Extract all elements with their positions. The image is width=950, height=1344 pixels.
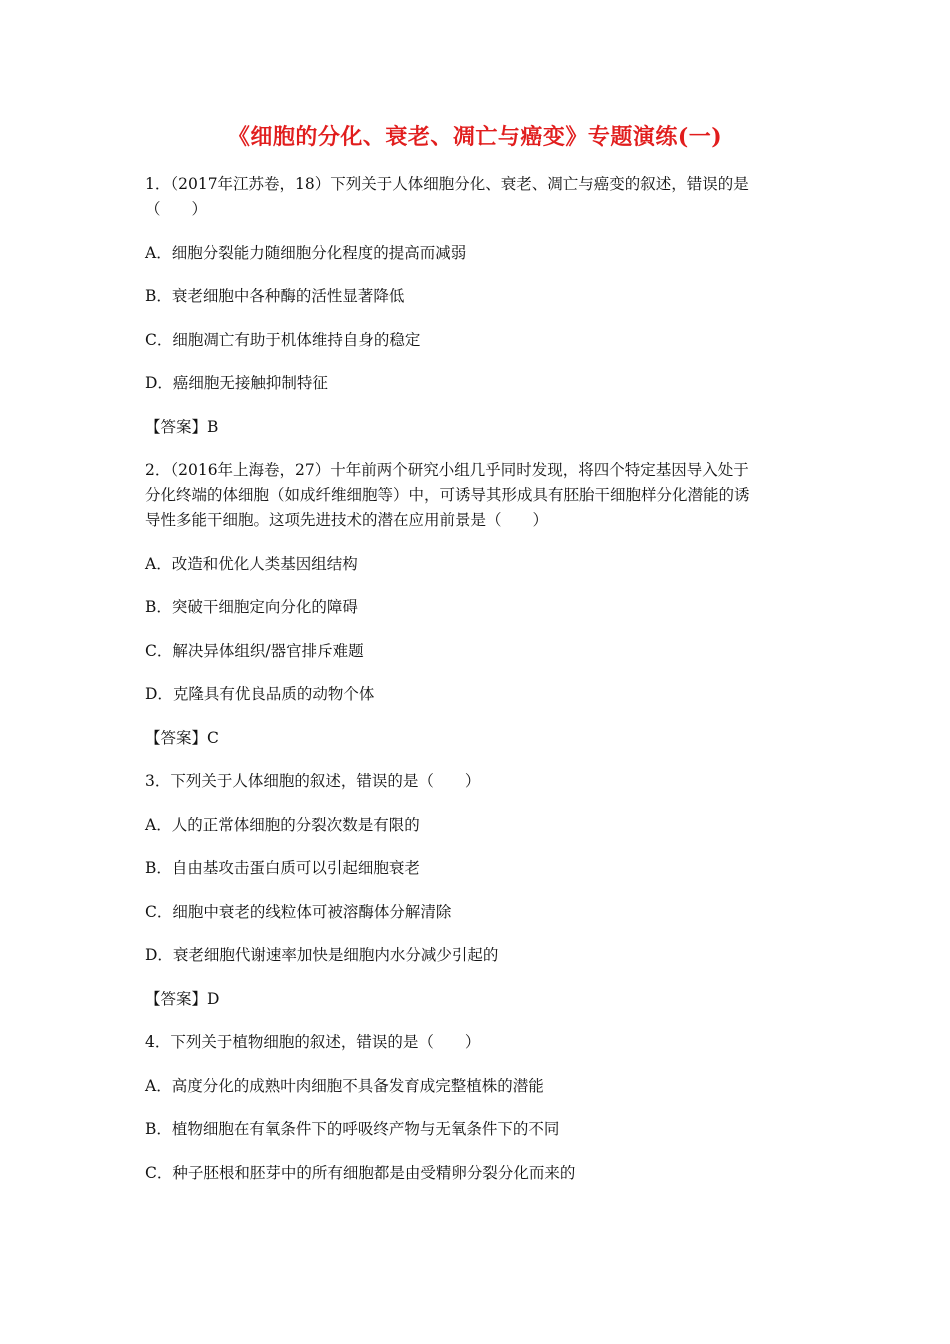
question-4 [145,1030,810,1186]
question-1-option-d: D．癌细胞无接触抑制特征 [145,374,328,392]
question-2-option-a: A．改造和优化人类基因组结构 [145,554,358,573]
question-4-stem-line-1: 4．下列关于植物细胞的叙述，错误的是（ ） [145,1033,481,1051]
question-4-option-a: A．高度分化的成熟叶肉细胞不具备发育成完整植株的潜能 [145,1076,544,1095]
question-3 [145,769,810,1030]
question-2-stem-line-2: 分化终端的体细胞（如成纤维细胞等）中，可诱导其形成具有胚胎干细胞样分化潜能的诱 [145,486,750,504]
question-1-option-a: A．细胞分裂能力随细胞分化程度的提高而减弱 [145,243,467,262]
question-1-option-b: B．衰老细胞中各种酶的活性显著降低 [145,287,405,305]
question-2-stem-line-1: 2．（2016年上海卷，27）十年前两个研究小组几乎同时发现，将四个特定基因导入处于 [145,461,749,479]
question-2-option-d: D．克隆具有优良品质的动物个体 [145,685,375,703]
question-2-option-b: B．突破干细胞定向分化的障碍 [145,598,358,616]
question-4-option-b: B．植物细胞在有氧条件下的呼吸终产物与无氧条件下的不同 [145,1120,560,1138]
question-3-option-b: B．自由基攻击蛋白质可以引起细胞衰老 [145,859,420,877]
question-2-stem-line-3: 导性多能干细胞。这项先进技术的潜在应用前景是（ ） [145,511,549,529]
document-body [145,172,810,1186]
question-1-stem-line-1: 1．（2017年江苏卷，18）下列关于人体细胞分化、衰老、凋亡与癌变的叙述，错误的是 [145,175,749,193]
question-2-option-c: C．解决异体组织/器官排斥难题 [145,641,364,660]
question-3-answer: 【答案】D [145,989,220,1008]
question-3-option-c: C．细胞中衰老的线粒体可被溶酶体分解清除 [145,902,452,921]
question-1-option-c: C．细胞凋亡有助于机体维持自身的稳定 [145,330,421,349]
question-3-option-d: D．衰老细胞代谢速率加快是细胞内水分减少引起的 [145,946,499,964]
document-title: 《细胞的分化、衰老、凋亡与癌变》专题演练(一) [227,124,723,150]
question-2 [145,458,810,769]
question-1 [145,172,810,458]
question-4-option-c: C．种子胚根和胚芽中的所有细胞都是由受精卵分裂分化而来的 [145,1163,576,1182]
question-3-option-a: A．人的正常体细胞的分裂次数是有限的 [145,815,420,834]
question-1-stem-line-2: （ ） [145,200,208,218]
question-2-answer: 【答案】C [145,728,219,747]
question-3-stem-line-1: 3．下列关于人体细胞的叙述，错误的是（ ） [145,772,481,790]
question-1-answer: 【答案】B [145,417,219,436]
